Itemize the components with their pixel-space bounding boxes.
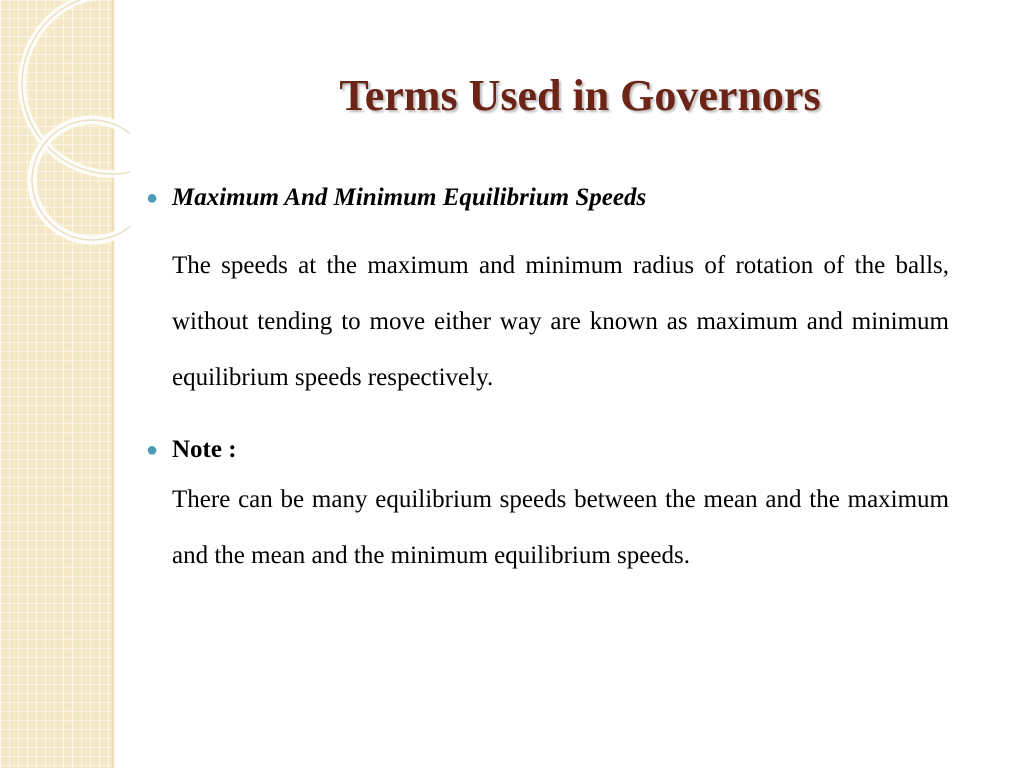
bullet-heading: Note : [172, 436, 237, 463]
bullet-dot-icon: ● [146, 439, 159, 461]
bullet-paragraph: There can be many equilibrium speeds between the mean and the maximum and the mean and the minimum equilibrium speeds. [172, 486, 949, 569]
slide-content [144, 176, 949, 584]
small-ring [32, 120, 130, 240]
bullet-item [144, 428, 949, 584]
bullet-dot-icon: ● [146, 187, 159, 209]
bullet-item [144, 176, 949, 406]
bullet-paragraph: The speeds at the maximum and minimum radius of rotation of the balls, without tending to move either way are known as maximum and minimum equilibrium speeds respectively. [172, 252, 949, 391]
slide-title: Terms Used in Governors [339, 71, 821, 120]
decorative-rings [0, 0, 130, 260]
bullet-heading: Maximum And Minimum Equilibrium Speeds [172, 184, 647, 211]
